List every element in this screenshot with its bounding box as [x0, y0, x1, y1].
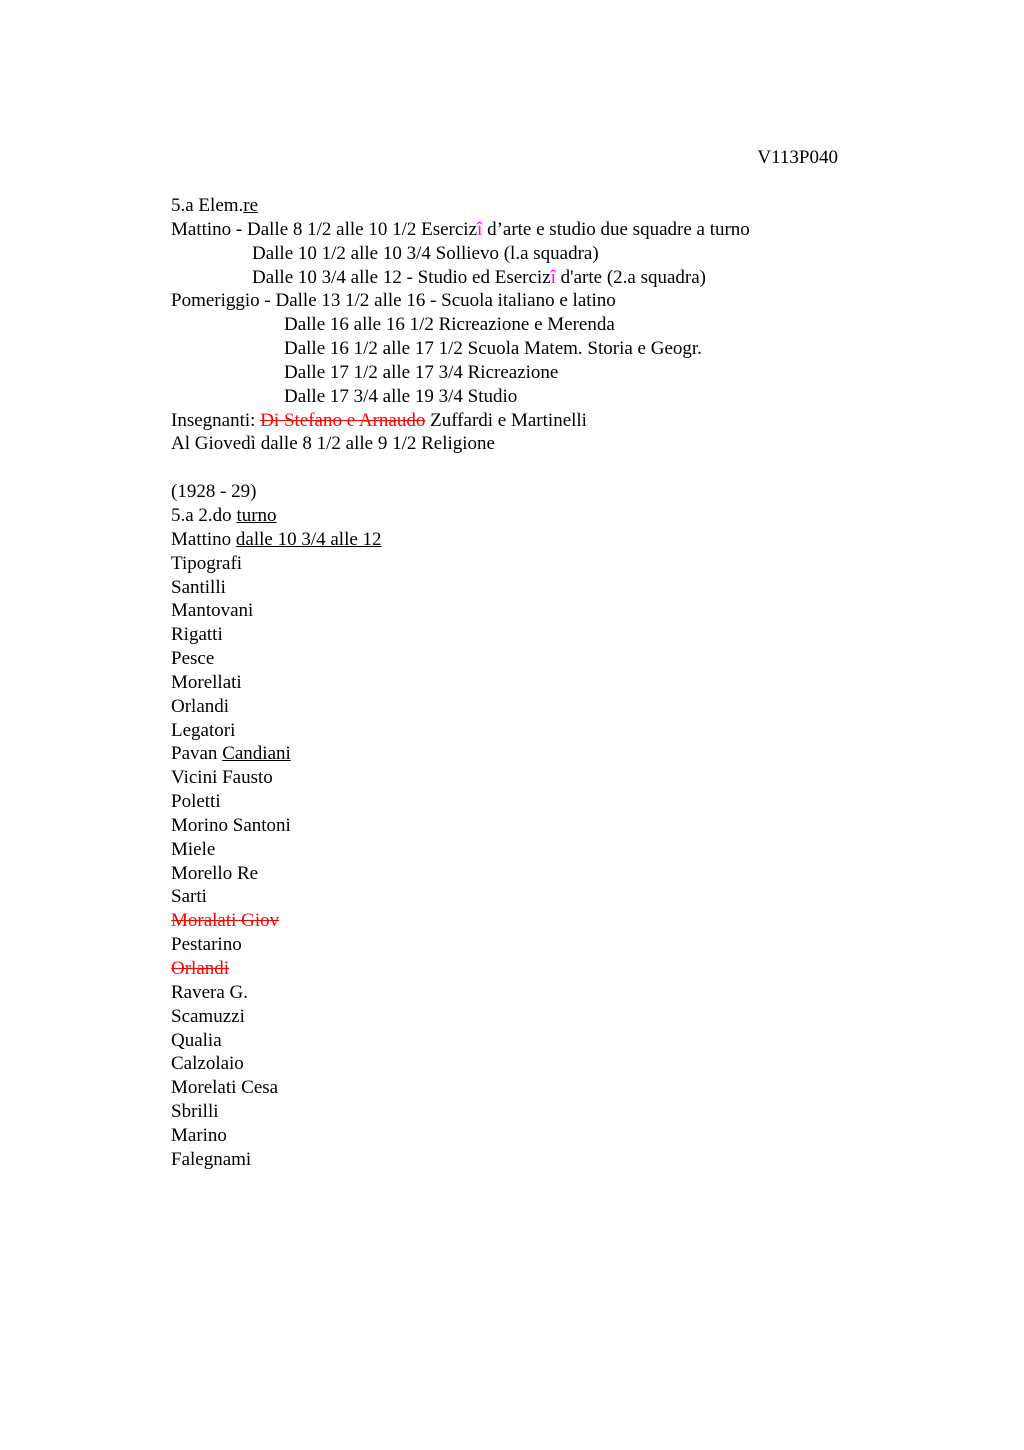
list-item-candiani: Candiani	[222, 743, 291, 765]
list-item: Orlandi	[171, 695, 230, 717]
roster-class	[171, 504, 750, 528]
afternoon-line-2: Dalle 16 alle 16 1/2 Ricreazione e Merenda	[284, 314, 615, 336]
list-item: Pestarino	[171, 934, 242, 956]
list-item: Calzolaio	[171, 1053, 244, 1075]
list-item: Morelati Cesa	[171, 1077, 279, 1099]
morning-line-3-a: Dalle 10 3/4 alle 12 - Studio ed Eserciz	[252, 266, 551, 288]
teachers-struck: Di Stefano e Arnaudo	[260, 409, 426, 431]
document-body	[171, 194, 750, 1172]
list-item-struck	[171, 909, 750, 933]
afternoon-line-5: Dalle 17 3/4 alle 19 3/4 Studio	[284, 385, 518, 407]
teachers-label: Insegnanti:	[171, 409, 261, 431]
struck-name: Orlandi	[171, 958, 230, 979]
list-item: Qualia	[171, 1029, 222, 1051]
morning-line-1-a: Mattino - Dalle 8 1/2 alle 10 1/2 Eserciz	[171, 218, 478, 240]
list-item: Rigatti	[171, 624, 223, 646]
teachers-names: Zuffardi e Martinelli	[425, 409, 587, 431]
list-item: Marino	[171, 1124, 227, 1146]
list-item: Vicini Fausto	[171, 767, 273, 789]
morning-line-1-b: d’arte e studio due squadre a turno	[482, 218, 750, 240]
class-heading-suffix: re	[243, 195, 259, 216]
roster-year: (1928 - 29)	[171, 481, 257, 503]
list-item: Poletti	[171, 791, 221, 813]
morning-line-3	[171, 266, 750, 290]
thursday-line: Al Giovedì dalle 8 1/2 alle 9 1/2 Religione	[171, 433, 495, 455]
accent-mark: î	[477, 218, 483, 240]
list-item: Ravera G.	[171, 981, 249, 1003]
roster-time-value: dalle 10 3/4 alle 12	[235, 528, 382, 550]
list-item: Morellati	[171, 671, 242, 693]
list-item: Miele	[171, 838, 216, 860]
list-item-pavan: Pavan	[171, 743, 223, 765]
roster-class-turn: turno	[236, 504, 277, 526]
teachers-line	[171, 409, 750, 433]
list-item: Falegnami	[171, 1148, 252, 1170]
list-item: Scamuzzi	[171, 1005, 245, 1027]
afternoon-line-4: Dalle 17 1/2 alle 17 3/4 Ricreazione	[284, 361, 559, 383]
accent-mark: î	[550, 266, 556, 288]
list-item: Mantovani	[171, 600, 254, 622]
morning-line-2: Dalle 10 1/2 alle 10 3/4 Sollievo (l.a squadra)	[252, 242, 599, 264]
morning-line-1	[171, 218, 750, 242]
morning-line-3-b: d'arte (2.a squadra)	[555, 266, 706, 288]
class-heading-prefix: 5.a Elem.	[171, 195, 244, 216]
list-item: Pesce	[171, 648, 215, 670]
roster-class-prefix: 5.a 2.do	[171, 504, 237, 526]
blank-line	[171, 456, 750, 480]
struck-name: Moralati Giov	[171, 910, 280, 932]
afternoon-line-3: Dalle 16 1/2 alle 17 1/2 Scuola Matem. Storia e Geogr.	[284, 338, 702, 360]
list-item: Sarti	[171, 886, 207, 908]
list-item: Morello Re	[171, 862, 259, 884]
afternoon-line-1: Pomeriggio - Dalle 13 1/2 alle 16 - Scuola italiano e latino	[171, 290, 616, 312]
roster-time-prefix: Mattino	[171, 528, 236, 550]
list-item: Legatori	[171, 719, 236, 741]
list-item	[171, 742, 750, 766]
list-item: Morino Santoni	[171, 814, 291, 836]
page-code: V113P040	[757, 147, 838, 168]
list-item: Santilli	[171, 576, 226, 598]
list-item: Tipografi	[171, 552, 243, 574]
list-item-struck	[171, 957, 750, 981]
list-item: Sbrilli	[171, 1101, 219, 1123]
class-heading	[171, 194, 750, 218]
roster-time	[171, 528, 750, 552]
